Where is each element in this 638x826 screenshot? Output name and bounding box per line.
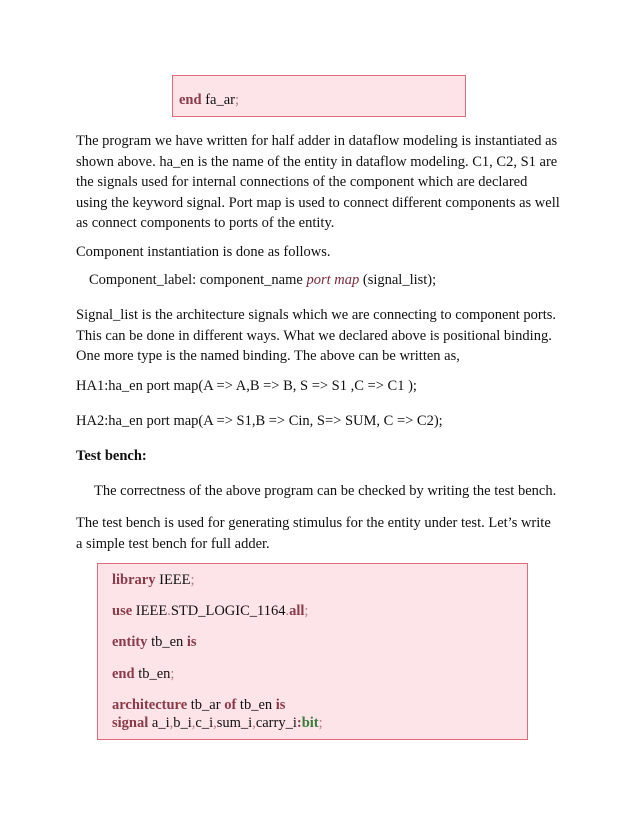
identifier-c-i: c_i — [195, 715, 214, 731]
syntax-suffix: (signal_list); — [359, 272, 437, 288]
code-line-end — [112, 666, 174, 683]
syntax-keyword: port map — [306, 272, 360, 288]
paragraph-component-instantiation — [76, 242, 566, 263]
comma: , — [213, 715, 217, 731]
identifier-b-i: b_i — [173, 715, 192, 731]
code-line-use — [112, 603, 308, 620]
code-line-end-fa-ar — [179, 92, 239, 109]
keyword-architecture: architecture — [112, 697, 188, 713]
keyword-is: is — [275, 697, 286, 713]
identifier-fa-ar: fa_ar — [205, 92, 235, 108]
paragraph-correctness — [94, 481, 584, 502]
text-line: Signal_list is the architecture signals which we are connecting to component ports. — [76, 307, 556, 323]
paragraph-instantiation-explanation — [76, 131, 566, 234]
identifier-std-logic: STD_LOGIC_1164 — [170, 603, 286, 619]
code-line-entity — [112, 634, 197, 651]
semicolon: ; — [170, 666, 175, 682]
text-line: as connect components to ports of the entity. — [76, 215, 335, 231]
keyword-use: use — [112, 603, 133, 619]
keyword-all: all — [289, 603, 305, 619]
keyword-of: of — [224, 697, 237, 713]
code-line-architecture — [112, 697, 285, 714]
text-line — [89, 270, 579, 291]
semicolon: ; — [304, 603, 309, 619]
identifier-a-i: a_i — [148, 715, 170, 731]
dot: . — [285, 603, 290, 619]
ha1-binding-line — [76, 376, 566, 397]
dot: . — [167, 603, 171, 619]
syntax-prefix: Component_label: component_name — [89, 272, 307, 288]
colon: : — [296, 715, 302, 731]
comma: , — [191, 715, 196, 731]
semicolon: ; — [234, 92, 240, 108]
code-block-test-bench — [97, 563, 528, 740]
type-bit: bit — [301, 715, 319, 731]
identifier-tb-en: tb_en — [236, 697, 276, 713]
code-line-signal — [112, 715, 323, 732]
syntax-line — [89, 270, 579, 291]
code-line-library — [112, 572, 195, 589]
section-heading-test-bench — [76, 446, 566, 467]
text-line: using the keyword signal. Port map is used to connect different components as well — [76, 194, 560, 211]
identifier-tb-ar: tb_ar — [187, 697, 225, 713]
keyword-end: end — [112, 666, 135, 682]
text-line: the signals used for internal connections of the component which are declared — [76, 174, 528, 190]
text-line: The correctness of the above program can be checked by writing the test bench. — [94, 483, 557, 499]
keyword-is: is — [186, 634, 197, 650]
keyword-end: end — [179, 92, 202, 108]
text-line: HA2:ha_en port map(A => S1,B => Cin, S=> SUM, C => C2); — [76, 413, 443, 429]
identifier-tb-en: tb_en — [147, 634, 187, 650]
code-snippet-top — [172, 75, 466, 117]
identifier-ieee: IEEE — [155, 572, 191, 588]
text-line: shown above. ha_en is the name of the entity in dataflow modeling. C1, C2, S1 are — [76, 153, 558, 170]
keyword-library: library — [112, 572, 156, 588]
paragraph-test-bench-purpose — [76, 513, 566, 554]
text-line: One more type is the named binding. The above can be written as, — [76, 348, 460, 364]
text-line: The program we have written for half adder in dataflow modeling is instantiated as — [76, 133, 558, 149]
heading-text: Test bench: — [76, 448, 147, 464]
ha2-binding-line — [76, 411, 566, 432]
comma: , — [252, 715, 256, 731]
keyword-signal: signal — [112, 715, 149, 731]
semicolon: ; — [190, 572, 195, 588]
text-line: HA1:ha_en port map(A => A,B => B, S => S1 ,C => C1 ); — [76, 378, 417, 394]
text-line: a simple test bench for full adder. — [76, 535, 270, 552]
identifier-ieee: IEEE — [132, 603, 168, 619]
keyword-entity: entity — [112, 634, 148, 650]
semicolon: ; — [318, 715, 323, 731]
identifier-tb-en: tb_en — [134, 666, 171, 682]
identifier-sum-i: sum_i — [216, 715, 253, 731]
text-line: The test bench is used for generating stimulus for the entity under test. Let’s write — [76, 515, 551, 531]
paragraph-signal-list — [76, 305, 566, 367]
text-line: This can be done in different ways. What we declared above is positional binding. — [76, 327, 552, 344]
text-line: Component instantiation is done as follows. — [76, 244, 331, 260]
identifier-carry-i: carry_i — [255, 715, 297, 731]
comma: , — [169, 715, 174, 731]
